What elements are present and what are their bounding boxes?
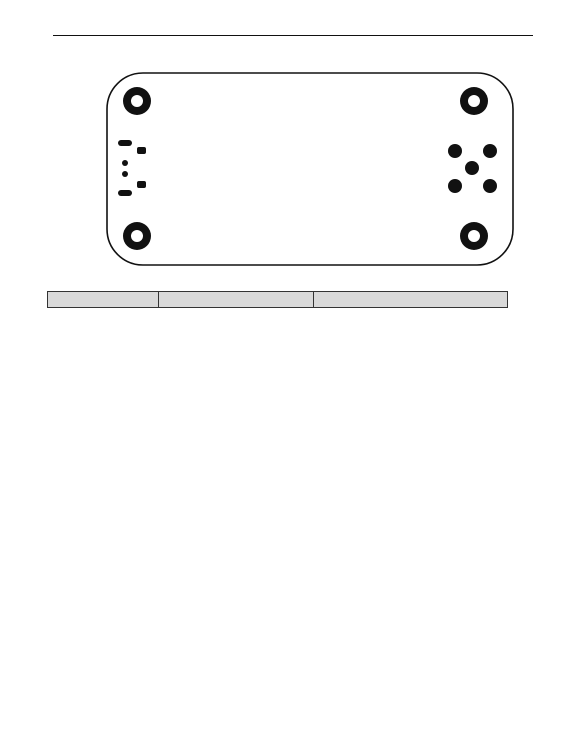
header-pin-number bbox=[48, 292, 159, 308]
board-pinout-diagram bbox=[0, 0, 586, 290]
pin-table-header bbox=[48, 292, 508, 308]
header-function bbox=[314, 292, 508, 308]
header-definition bbox=[159, 292, 314, 308]
pin-table bbox=[47, 291, 508, 308]
board-outline bbox=[107, 73, 513, 265]
